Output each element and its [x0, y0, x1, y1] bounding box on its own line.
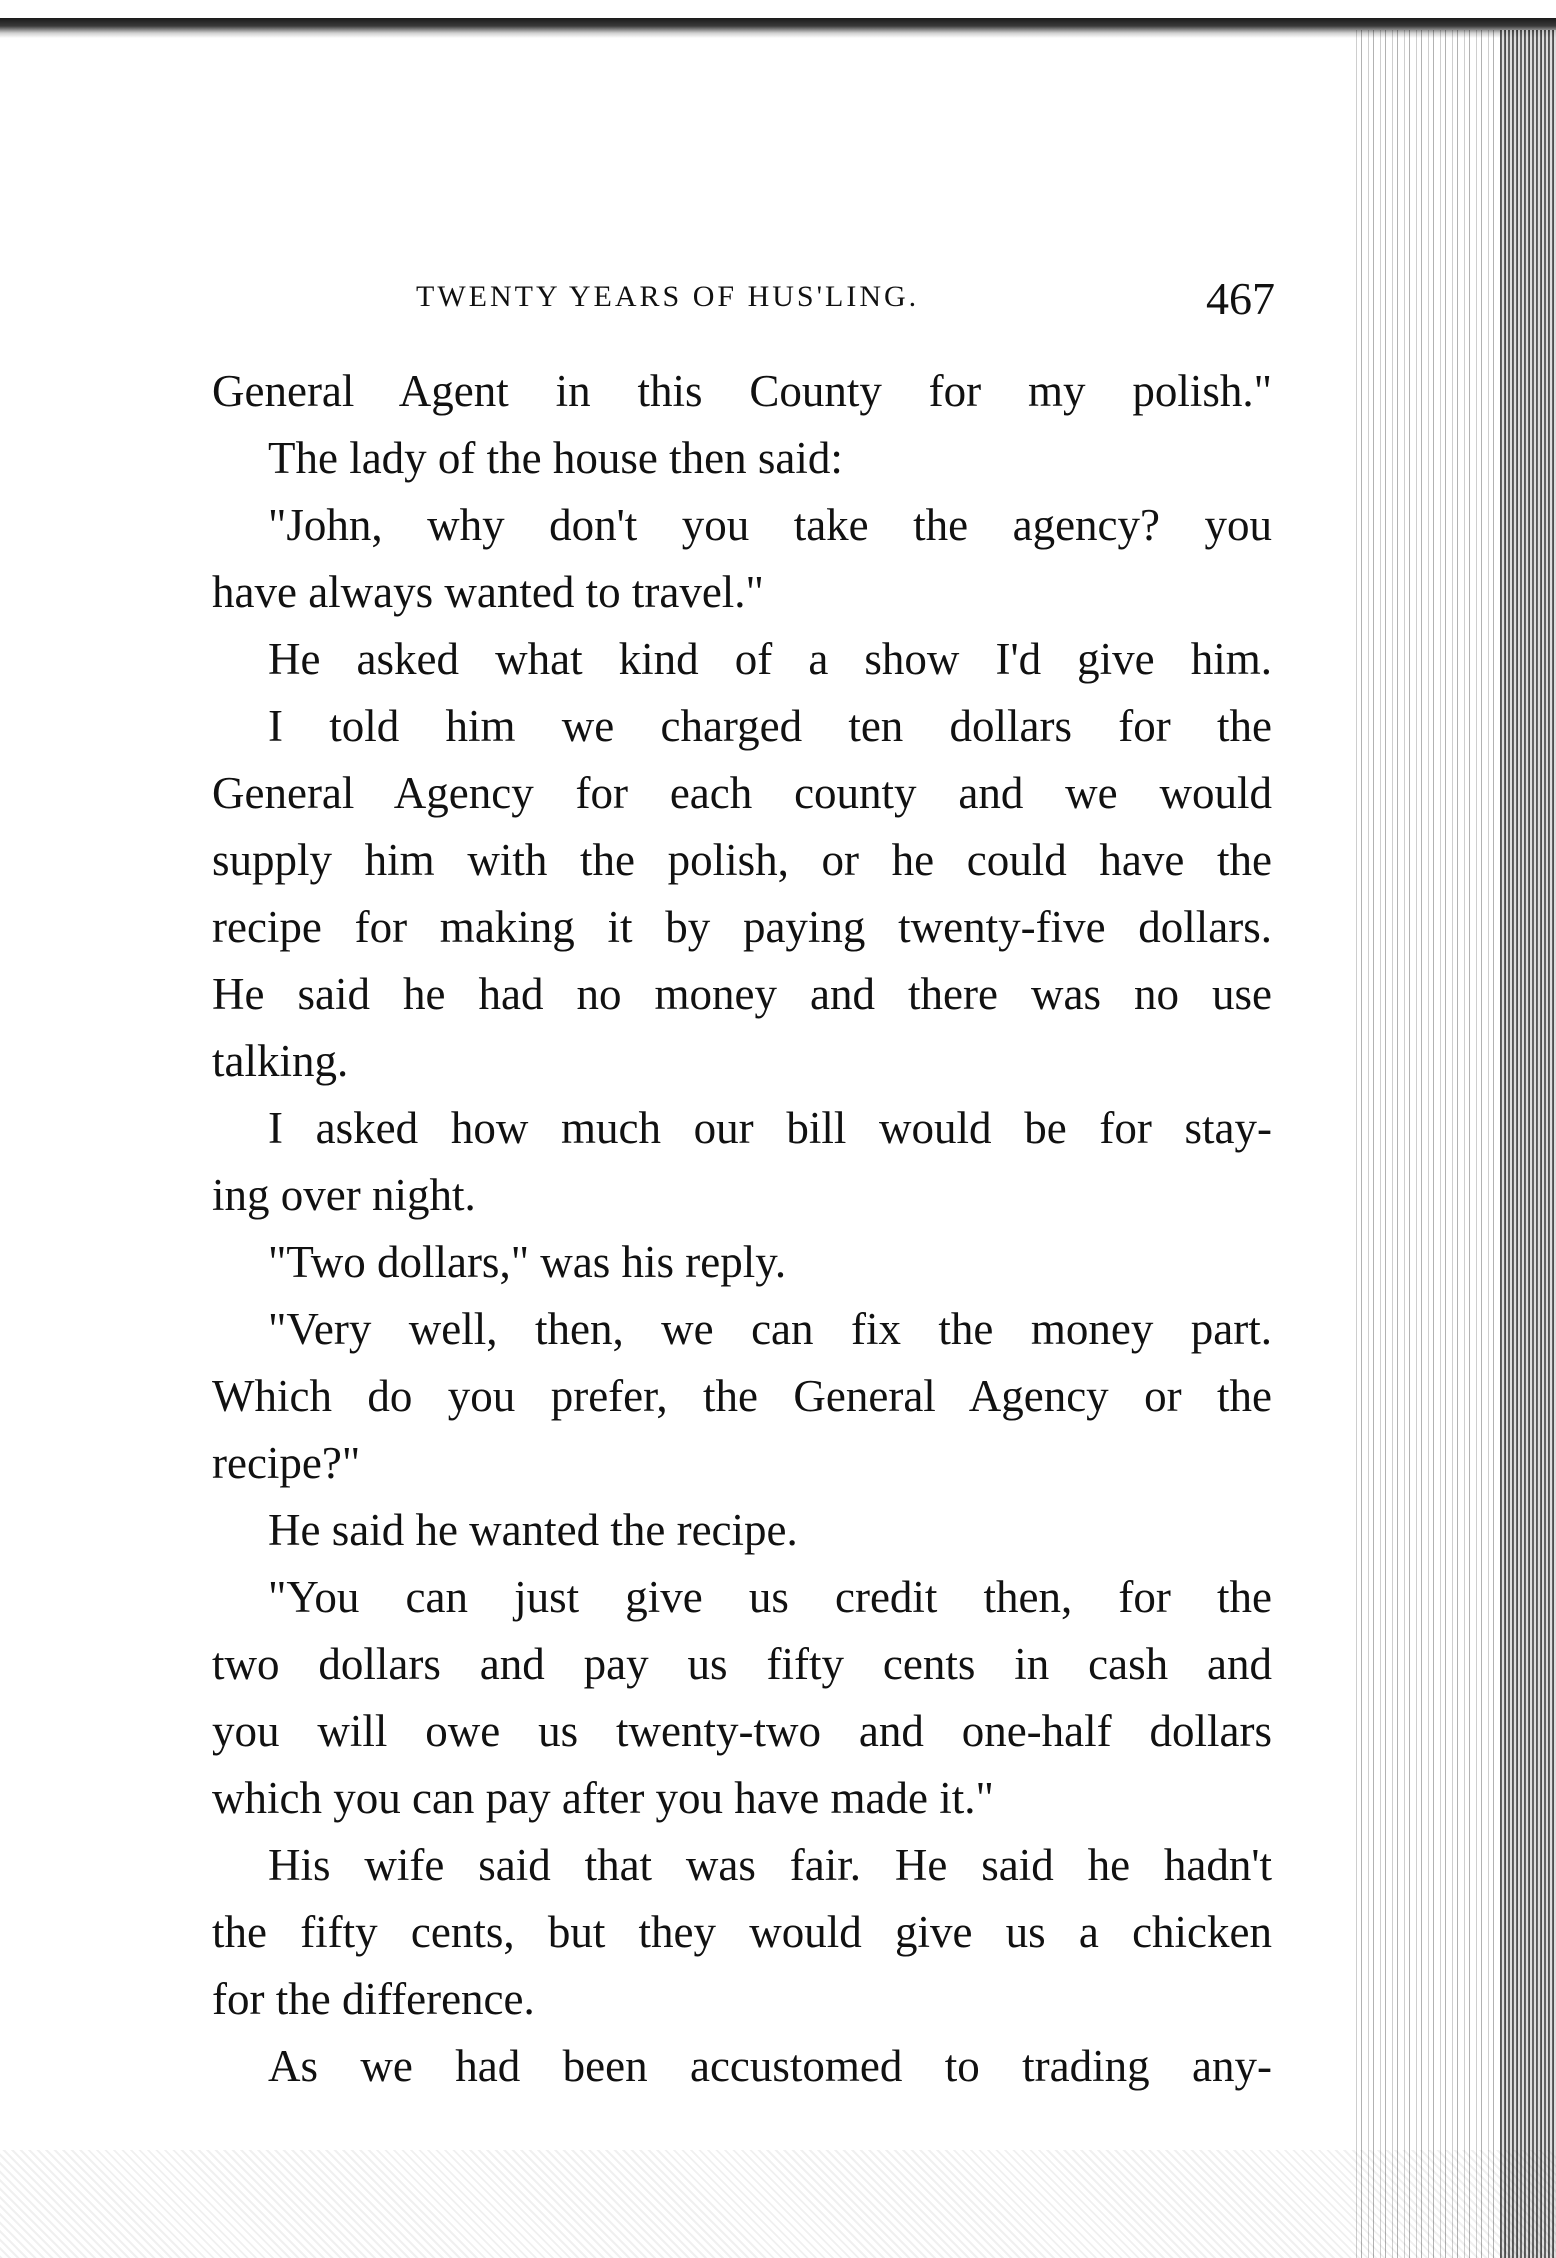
text-line: you will owe us twenty-two and one-half dollars: [212, 1706, 1272, 1756]
text-line: "You can just give us credit then, for the: [268, 1572, 1272, 1622]
page-number: 467: [1206, 273, 1275, 324]
page-body-text: [212, 358, 1272, 2100]
text-line: talking.: [212, 1036, 349, 1086]
scan-page-edge: [1500, 30, 1556, 2258]
text-line: He said he wanted the recipe.: [268, 1505, 798, 1555]
text-line: He asked what kind of a show I'd give him.: [268, 634, 1272, 684]
text-line: the fifty cents, but they would give us a chicken: [212, 1907, 1272, 1957]
text-line: supply him with the polish, or he could have the: [212, 835, 1272, 885]
running-head: [416, 272, 1275, 332]
scan-top-edge: [0, 18, 1556, 38]
text-line: "John, why don't you take the agency? you: [268, 500, 1272, 550]
running-head-title: TWENTY YEARS OF HUS'LING.: [416, 280, 920, 313]
text-line: As we had been accustomed to trading any-: [268, 2041, 1272, 2091]
text-line: which you can pay after you have made it.": [212, 1773, 994, 1823]
text-line: I told him we charged ten dollars for the: [268, 701, 1272, 751]
text-line: General Agent in this County for my polish.": [212, 366, 1272, 416]
text-line: recipe?": [212, 1438, 361, 1488]
scan-bottom-noise: [0, 2150, 1556, 2258]
text-line: "Very well, then, we can fix the money part.: [268, 1304, 1272, 1354]
text-line: The lady of the house then said:: [268, 433, 843, 483]
text-line: two dollars and pay us fifty cents in cash and: [212, 1639, 1272, 1689]
text-line: for the difference.: [212, 1974, 535, 2024]
text-line: I asked how much our bill would be for stay-: [268, 1103, 1272, 1153]
text-line: General Agency for each county and we would: [212, 768, 1272, 818]
text-line: ing over night.: [212, 1170, 476, 1220]
text-line: He said he had no money and there was no use: [212, 969, 1272, 1019]
text-line: recipe for making it by paying twenty-five dollars.: [212, 902, 1272, 952]
text-line: His wife said that was fair. He said he hadn't: [268, 1840, 1272, 1890]
text-line: Which do you prefer, the General Agency or the: [212, 1371, 1272, 1421]
text-line: have always wanted to travel.": [212, 567, 764, 617]
text-line: "Two dollars," was his reply.: [268, 1237, 787, 1287]
